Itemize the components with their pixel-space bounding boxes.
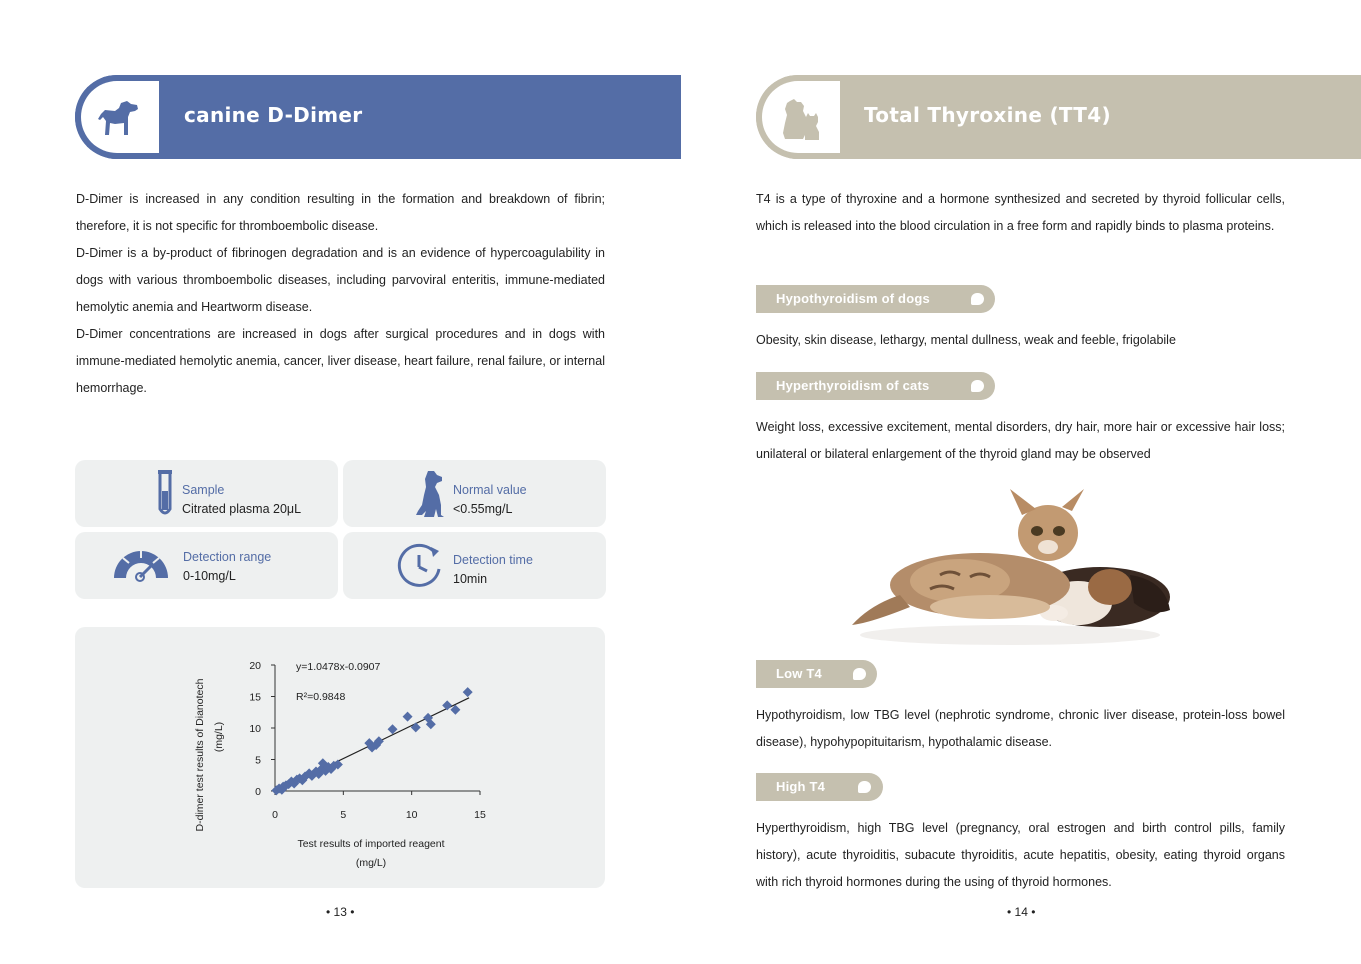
left-description: [76, 186, 605, 402]
right-header-icon-circle: [756, 75, 840, 159]
section-title: Hypothyroidism of dogs: [776, 291, 930, 306]
right-intro: T4 is a type of thyroxine and a hormone synthesized and secreted by thyroid follicular cells, which is released into the blood circulation in a free form and rapidly binds to plasma proteins.: [756, 192, 1285, 233]
speech-bubble-icon: [971, 293, 984, 305]
detection-range-label: Detection range: [183, 550, 272, 564]
data-point: [463, 687, 473, 697]
detection-time-value: 10min: [453, 572, 488, 586]
section-pill: [756, 773, 883, 801]
sample-card: [75, 460, 338, 527]
x-tick-label: 5: [340, 809, 347, 821]
chart-ylabel-unit: (mg/L): [213, 721, 225, 753]
cat-and-puppy-photo: [840, 485, 1180, 655]
chart-container: [75, 627, 605, 888]
section-title: High T4: [776, 779, 826, 794]
speech-bubble-icon: [858, 781, 871, 793]
chart-r-squared: R²=0.9848: [296, 691, 346, 703]
scatter-chart: [75, 627, 605, 888]
right-header: [756, 75, 1361, 159]
y-tick-label: 5: [255, 754, 261, 767]
section-title: Hyperthyroidism of cats: [776, 378, 930, 393]
dog-sitting-icon: [412, 469, 446, 519]
left-paragraph: D-Dimer is a by-product of fibrinogen degradation and is an evidence of hypercoagulability in dogs with various thromboembolic diseases, including parvoviral enteritis, immune-mediated hemolytic anemia and Heartworm disease.: [76, 246, 605, 314]
normal-value-card: [343, 460, 606, 527]
left-header-icon-circle: [75, 75, 159, 159]
normal-value-value: <0.55mg/L: [453, 502, 513, 516]
left-paragraph: D-Dimer concentrations are increased in dogs after surgical procedures and in dogs with immune-mediated hemolytic anemia, cancer, liver disease, heart failure, renal failure, or internal hemorrhage.: [76, 327, 605, 395]
speech-bubble-icon: [971, 380, 984, 392]
sample-label: Sample: [182, 483, 225, 497]
left-header: [75, 75, 681, 159]
dog-icon: [81, 81, 153, 153]
data-point: [403, 712, 413, 722]
page-number-left: • 13 •: [326, 905, 355, 919]
left-paragraph: D-Dimer is increased in any condition resulting in the formation and breakdown of fibrin; therefore, it is not specific for thromboembolic disease.: [76, 192, 605, 233]
test-tube-icon: [155, 469, 175, 517]
section-pill: [756, 285, 995, 313]
right-header-title: Total Thyroxine (TT4): [864, 103, 1111, 127]
section-text: Hypothyroidism, low TBG level (nephrotic syndrome, chronic liver disease, protein-loss bowel disease), hypohypopituitarism, hypothalamic disease.: [756, 708, 1285, 749]
y-tick-label: 10: [249, 723, 261, 735]
left-header-bar: [75, 75, 681, 159]
chart-equation: y=1.0478x-0.0907: [296, 661, 381, 673]
x-tick-label: 15: [474, 809, 486, 821]
chart-xlabel-unit: (mg/L): [355, 857, 387, 869]
left-header-title: canine D-Dimer: [184, 103, 363, 127]
section-title: Low T4: [776, 666, 822, 681]
detection-time-label: Detection time: [453, 553, 533, 567]
x-tick-label: 0: [272, 809, 278, 821]
chart-xlabel: Test results of imported reagent: [297, 838, 445, 850]
page-number-right: • 14 •: [1007, 905, 1036, 919]
x-tick-label: 10: [405, 809, 418, 821]
section-pill: [756, 660, 877, 688]
y-tick-label: 20: [249, 660, 261, 672]
y-tick-label: 0: [255, 786, 261, 798]
sample-value: Citrated plasma 20μL: [182, 502, 302, 516]
section-text: Weight loss, excessive excitement, mental disorders, dry hair, more hair or excessive hair loss; unilateral or bilateral enlargement of the thyroid gland may be observed: [756, 420, 1285, 461]
speech-bubble-icon: [853, 668, 866, 680]
section-text: Obesity, skin disease, lethargy, mental dullness, weak and feeble, frigolabile: [756, 333, 1176, 347]
cat-and-dog-icon: [762, 81, 834, 153]
data-point: [442, 700, 452, 710]
section-text: Hyperthyroidism, high TBG level (pregnancy, oral estrogen and birth control pills, family history), acute thyroiditis, subacute thyroiditis, acute hepatitis, obesity, eating thyroid organs with rich thyroid hormones during the using of thyroid hormones.: [756, 821, 1285, 889]
detection-range-value: 0-10mg/L: [183, 569, 236, 583]
normal-value-label: Normal value: [453, 483, 527, 497]
y-tick-label: 15: [249, 691, 261, 704]
chart-ylabel: D-dimer test results of Dianotech: [194, 678, 206, 832]
clock-icon: [395, 541, 445, 591]
gauge-icon: [110, 546, 172, 582]
data-point: [411, 722, 421, 732]
section-pill: [756, 372, 995, 400]
detection-time-card: [343, 532, 606, 599]
detection-range-card: [75, 532, 338, 599]
